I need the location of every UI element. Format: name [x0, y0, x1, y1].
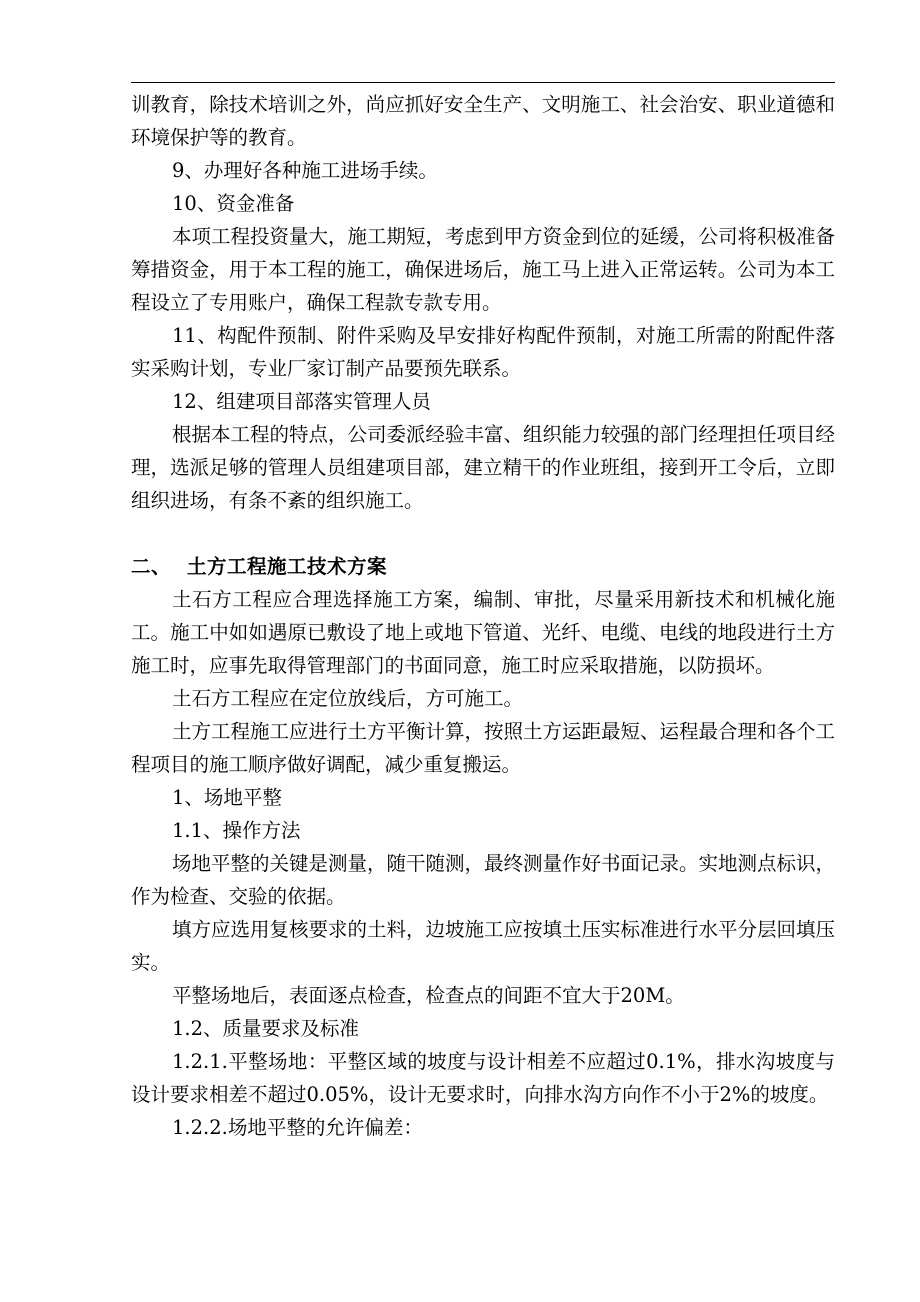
paragraph: 训教育，除技术培训之外，尚应抓好安全生产、文明施工、社会治安、职业道德和环境保护等的教育。: [131, 93, 835, 149]
paragraph: 9、办理好各种施工进场手续。: [172, 159, 438, 182]
paragraph: 根据本工程的特点，公司委派经验丰富、组织能力较强的部门经理担任项目经理，选派足够的管理人员组建项目部，建立精干的作业班组，接到开工令后，立即组织进场，有条不紊的组织施工。: [131, 423, 836, 512]
section-heading: [131, 550, 835, 583]
paragraph: 土石方工程应合理选择施工方案，编制、审批，尽量采用新技术和机械化施工。施工中如如遇原已敷设了地上或地下管道、光纤、电缆、电线的地段进行土方施工时，应事先取得管理部门的书面同意，施工时应采取措施，以防损坏。: [131, 588, 835, 677]
paragraph: 1.2、质量要求及标准: [172, 1017, 360, 1040]
section-gap: [131, 517, 835, 550]
paragraph: 土方工程施工应进行土方平衡计算，按照土方运距最短、运程最合理和各个工程项目的施工顺序做好调配，减少重复搬运。: [131, 720, 836, 776]
paragraph: 本项工程投资量大，施工期短，考虑到甲方资金到位的延缓，公司将积极准备筹措资金，用于本工程的施工，确保进场后，施工马上进入正常运转。公司为本工程设立了专用账户，确保工程款专款专用。: [131, 225, 836, 314]
paragraph: 土石方工程应在定位放线后，方可施工。: [172, 687, 524, 710]
paragraph: 1.2.1.平整场地：平整区域的坡度与设计相差不应超过0.1%，排水沟坡度与设计要求相差不超过0.05%，设计无要求时，向排水沟方向作不小于2%的坡度。: [131, 1050, 835, 1106]
section-number: 二、: [131, 555, 172, 578]
header-rule: [131, 82, 835, 83]
paragraph: 场地平整的关键是测量，随干随测，最终测量作好书面记录。实地测点标识，作为检查、交验的依据。: [131, 852, 836, 908]
paragraph: 12、组建项目部落实管理人员: [172, 390, 431, 413]
paragraph: 11、构配件预制、附件采购及早安排好构配件预制，对施工所需的附配件落实采购计划，专业厂家订制产品要预先联系。: [131, 324, 835, 380]
paragraph: 1.2.2.场地平整的允许偏差：: [172, 1116, 423, 1139]
document-body: [131, 88, 835, 1144]
paragraph: 1.1、操作方法: [172, 819, 301, 842]
paragraph: 平整场地后，表面逐点检查，检查点的间距不宜大于20M。: [172, 984, 685, 1007]
paragraph: 10、资金准备: [172, 192, 295, 215]
paragraph: 填方应选用复核要求的土料，边坡施工应按填土压实标准进行水平分层回填压实。: [131, 918, 836, 974]
paragraph: 1、场地平整: [172, 786, 282, 809]
section-title: 土方工程施工技术方案: [187, 555, 388, 578]
